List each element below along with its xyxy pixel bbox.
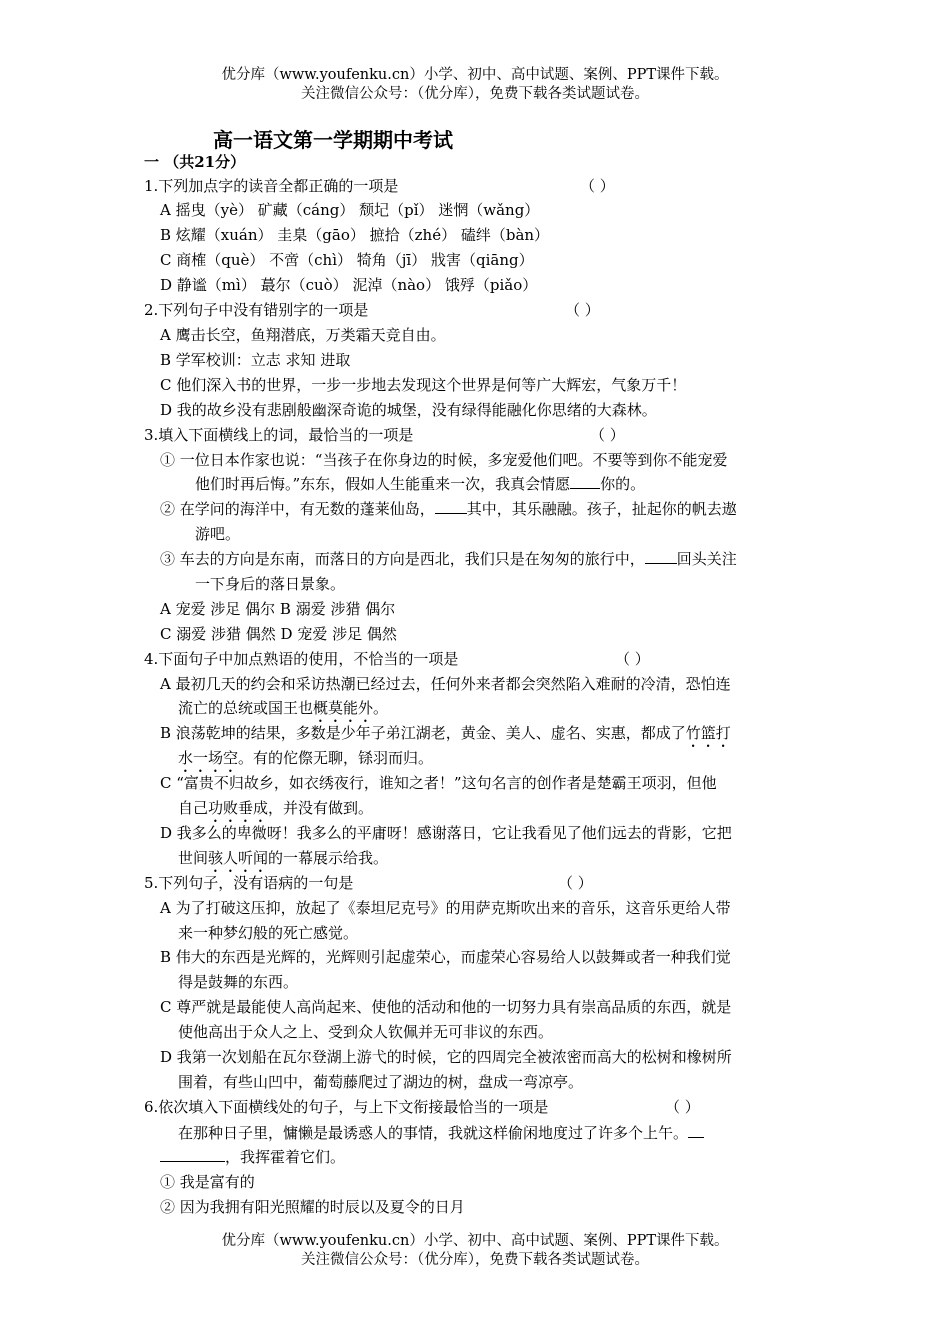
question-4-option-a-line-1: A 最初几天的约会和采访热潮已经过去，任何外来者都会突然陷入难耐的冷清，恐怕连	[160, 675, 731, 693]
question-6-passage-line-1: 在那种日子里，慵懒是最诱惑人的事情，我就这样偷闲地度过了许多个上午。	[178, 1122, 704, 1144]
question-2-option-b: B 学军校训：立志 求知 进取	[160, 351, 351, 369]
question-3-options-ab: A 宠爱 涉足 偶尔 B 溺爱 涉猎 偶尔	[160, 600, 396, 618]
question-6-passage-line-2: ，我挥霍着它们。	[160, 1146, 345, 1168]
question-2-stem: 2.下列句子中没有错别字的一项是	[144, 301, 369, 319]
question-4-stem: 4.下面句子中加点熟语的使用，不恰当的一项是	[144, 650, 459, 668]
dotted-idiom: 竹篮打	[685, 724, 731, 742]
fill-blank-4-continued[interactable]	[160, 1146, 225, 1162]
question-1-option-c: C 商榷（què） 不啻（chì） 犄角（jī） 戕害（qiāng）	[160, 251, 534, 269]
question-2-option-a: A 鹰击长空，鱼翔潜底，万类霜天竞自由。	[160, 326, 446, 344]
question-6-sentence-1: ① 我是富有的	[160, 1173, 255, 1191]
question-6-sentence-2: ② 因为我拥有阳光照耀的时辰以及夏令的日月	[160, 1198, 465, 1216]
dotted-idiom: 功败垂成	[208, 799, 269, 817]
question-6-stem: 6.依次填入下面横线处的句子，与上下文衔接最恰当的一项是	[144, 1098, 549, 1116]
footer-line-1: 优分库（www.youfenku.cn）小学、初中、高中试题、案例、PPT课件下载。	[221, 1233, 729, 1249]
question-4-option-d-line-2: 世间骇人听闻的一幕展示给我。	[178, 849, 389, 867]
fill-blank-2[interactable]	[435, 498, 467, 514]
dotted-idiom: 骇人听闻	[208, 849, 269, 867]
question-4-answer-paren: （ ）	[615, 650, 650, 668]
fill-blank-1[interactable]	[570, 473, 600, 489]
question-3-options-cd: C 溺爱 涉猎 偶然 D 宠爱 涉足 偶然	[160, 625, 397, 643]
dotted-idiom: 概莫能外	[313, 699, 374, 717]
question-4-option-b-line-2: 水一场空。有的佗傺无聊，铩羽而归。	[178, 749, 434, 767]
question-1-option-a: A 摇曳（yè） 矿藏（cáng） 颓圮（pǐ） 迷惘（wǎng）	[160, 201, 540, 219]
question-4-option-c-line-1: C “富贵不归故乡，如衣绣夜行，谁知之者！”这句名言的创作者是楚霸王项羽，但他	[160, 774, 717, 792]
question-1-option-d: D 静谧（mì） 蕞尔（cuò） 泥淖（nào） 饿殍（piǎo）	[160, 276, 538, 294]
question-5-option-d-line-1: D 我第一次划船在瓦尔登湖上游弋的时候，它的四周完全被浓密而高大的松树和橡树所	[160, 1048, 732, 1066]
question-6-answer-paren: （ ）	[665, 1098, 700, 1116]
question-1-stem: 1.下列加点字的读音全都正确的一项是	[144, 177, 399, 195]
question-3-sentence-3-line-1: ③ 车去的方向是东南，而落日的方向是西北，我们只是在匆匆的旅行中， 回头关注	[160, 550, 737, 568]
question-5-option-c-line-2: 使他高出于众人之上、受到众人钦佩并无可非议的东西。	[178, 1023, 554, 1041]
question-5-answer-paren: （ ）	[558, 874, 593, 892]
question-3-sentence-2-line-1: ② 在学问的海洋中，有无数的蓬莱仙岛， 其中，其乐融融。孩子，扯起你的帆去遨	[160, 500, 737, 518]
question-3-sentence-1-line-2: 他们时再后悔。”东东，假如人生能重来一次，我真会情愿 你的。	[195, 475, 646, 493]
question-3-answer-paren: （ ）	[590, 426, 625, 444]
question-5-option-a-line-2: 来一种梦幻般的死亡感觉。	[178, 924, 359, 942]
question-4-option-c-line-2: 自己功败垂成，并没有做到。	[178, 799, 374, 817]
question-5-option-b-line-1: B 伟大的东西是光辉的，光辉则引起虚荣心，而虚荣心容易给人以鼓舞或者一种我们觉	[160, 948, 731, 966]
question-5-option-c-line-1: C 尊严就是最能使人高尚起来、使他的活动和他的一切努力具有崇高品质的东西，就是	[160, 998, 732, 1016]
footer-line-2: 关注微信公众号：（优分库），免费下载各类试题试卷。	[301, 1252, 649, 1268]
question-3-sentence-2-line-2: 游吧。	[195, 525, 241, 543]
question-4-option-a-line-2: 流亡的总统或国王也概莫能外。	[178, 699, 389, 717]
question-1-answer-paren: （ ）	[580, 177, 615, 195]
dotted-idiom: 水一场空	[178, 749, 239, 767]
fill-blank-4[interactable]	[688, 1122, 704, 1138]
fill-blank-3[interactable]	[645, 548, 677, 564]
question-5-option-a-line-1: A 为了打破这压抑，放起了《泰坦尼克号》的用萨克斯吹出来的音乐，这音乐更给人带	[160, 899, 731, 917]
question-3-sentence-3-line-2: 一下身后的落日景象。	[195, 575, 346, 593]
question-2-option-c: C 他们深入书的世界，一步一步地去发现这个世界是何等广大辉宏，气象万千！	[160, 376, 687, 394]
question-1-option-b: B 炫耀（xuán） 圭臬（gāo） 摭拾（zhé） 磕绊（bàn）	[160, 226, 550, 244]
question-3-stem: 3.填入下面横线上的词，最恰当的一项是	[144, 426, 414, 444]
question-5-option-b-line-2: 得是鼓舞的东西。	[178, 973, 299, 991]
question-5-stem: 5.下列句子，没有语病的一句是	[144, 874, 354, 892]
question-4-option-b-line-1: B 浪荡乾坤的结果，多数是少年子弟江湖老，黄金、美人、虚名、实惠，都成了竹篮打	[160, 724, 731, 742]
section-heading: 一 （共21分）	[144, 153, 246, 171]
page-title: 高一语文第一学期期中考试	[213, 128, 453, 152]
question-2-option-d: D 我的故乡没有悲剧般幽深奇诡的城堡，没有绿得能融化你思绪的大森林。	[160, 401, 657, 419]
question-5-option-d-line-2: 围着，有些山凹中，葡萄藤爬过了湖边的树，盘成一弯凉亭。	[178, 1073, 584, 1091]
question-3-sentence-1-line-1: ① 一位日本作家也说：“当孩子在你身边的时候，多宠爱他们吧。不要等到你不能宠爱	[160, 451, 728, 469]
question-2-answer-paren: （ ）	[565, 301, 600, 319]
header-line-1: 优分库（www.youfenku.cn）小学、初中、高中试题、案例、PPT课件下载。	[221, 67, 729, 83]
header-line-2: 关注微信公众号：（优分库），免费下载各类试题试卷。	[301, 86, 649, 102]
question-4-option-d-line-1: D 我多么的卑微呀！我多么的平庸呀！感谢落日，它让我看见了他们远去的背影，它把	[160, 824, 732, 842]
